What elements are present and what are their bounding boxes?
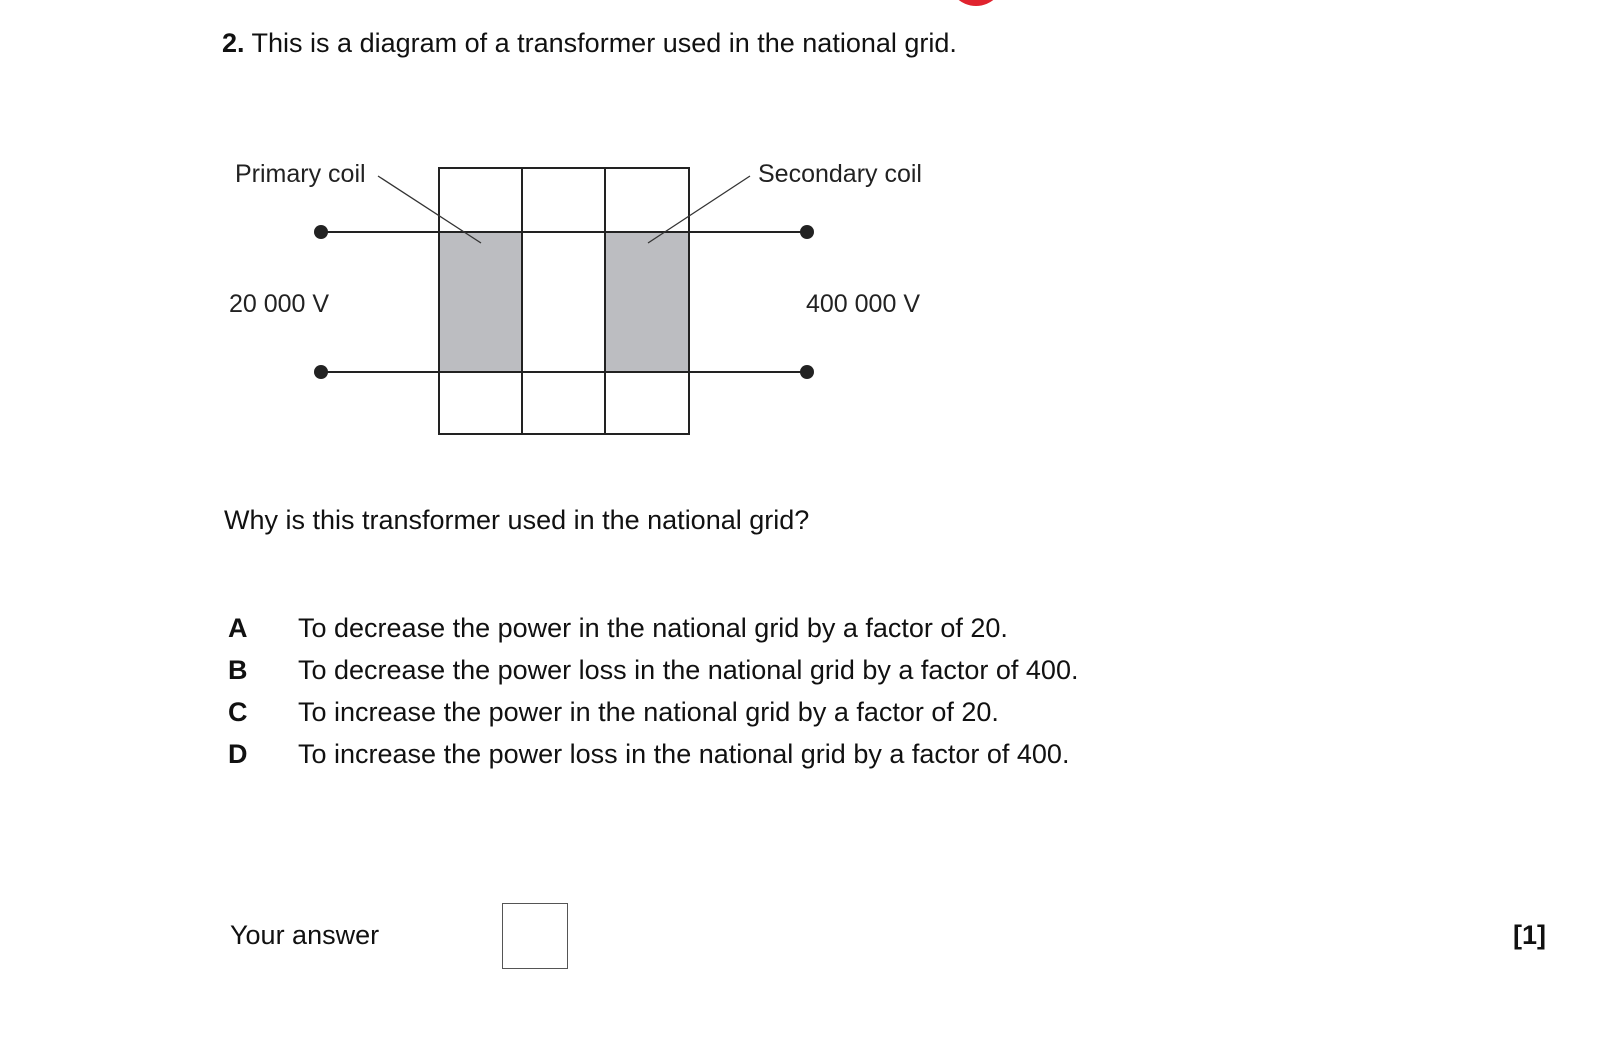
primary-terminal-bottom xyxy=(314,365,328,379)
option-text: To increase the power loss in the national grid by a factor of 400. xyxy=(298,739,1070,769)
secondary-coil-label: Secondary coil xyxy=(758,160,922,188)
option-c xyxy=(228,697,1078,739)
answer-box[interactable] xyxy=(502,903,568,969)
primary-voltage-label: 20 000 V xyxy=(229,290,330,318)
option-text: To decrease the power in the national grid by a factor of 20. xyxy=(298,613,1008,643)
question-number: 2. xyxy=(222,28,245,58)
option-text: To decrease the power loss in the national grid by a factor of 400. xyxy=(298,655,1079,685)
question-text: This is a diagram of a transformer used in the national grid. xyxy=(251,28,957,58)
option-text: To increase the power in the national grid by a factor of 20. xyxy=(298,697,999,727)
option-a xyxy=(228,613,1078,655)
your-answer-label: Your answer xyxy=(230,920,380,950)
secondary-terminal-bottom xyxy=(800,365,814,379)
primary-terminal-top xyxy=(314,225,328,239)
primary-coil-label: Primary coil xyxy=(235,160,366,188)
option-letter: D xyxy=(228,739,248,769)
option-letter: B xyxy=(228,655,248,685)
option-d xyxy=(228,739,1078,781)
primary-coil-shading xyxy=(439,232,522,372)
transformer-diagram xyxy=(0,0,960,450)
option-b xyxy=(228,655,1078,697)
secondary-voltage-label: 400 000 V xyxy=(806,290,920,318)
option-letter: C xyxy=(228,697,248,727)
question-prompt: Why is this transformer used in the national grid? xyxy=(224,505,810,535)
secondary-coil-shading xyxy=(605,232,689,372)
option-letter: A xyxy=(228,613,248,643)
secondary-terminal-top xyxy=(800,225,814,239)
answer-options xyxy=(228,613,1078,781)
marks-label: [1] xyxy=(1513,920,1546,950)
